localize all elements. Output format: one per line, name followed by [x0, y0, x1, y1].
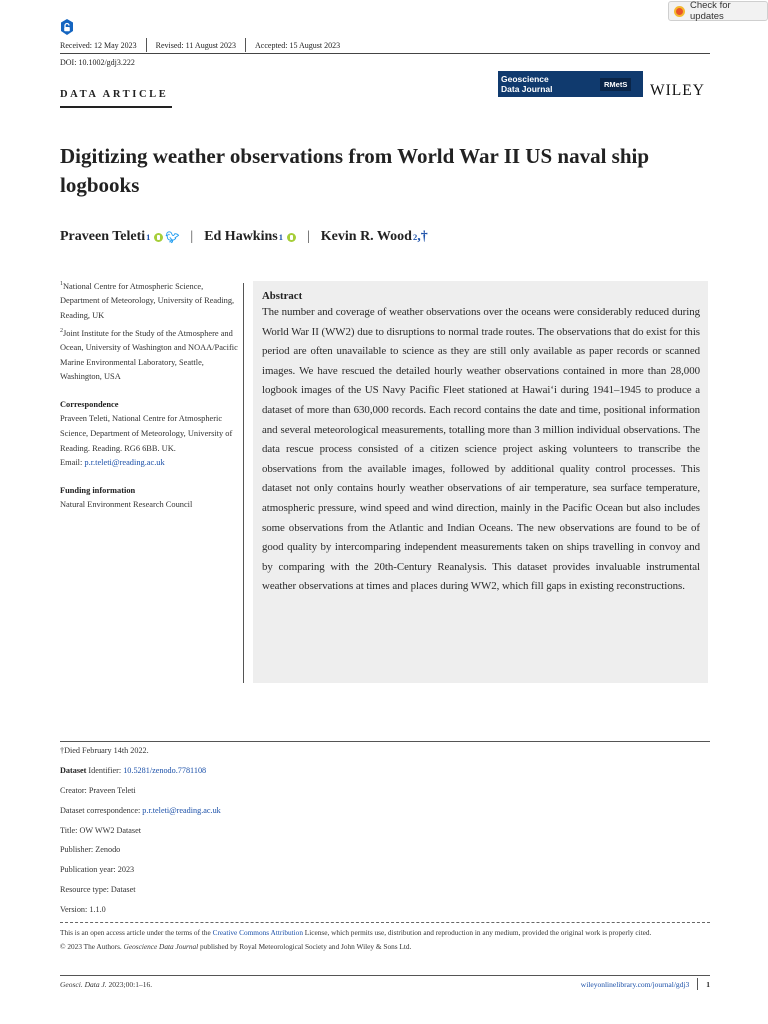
journal-name: Geoscience Data Journal	[501, 74, 553, 94]
author-list	[60, 229, 428, 245]
page-number: 1	[706, 979, 710, 989]
dataset-title: Title: OW WW2 Dataset	[60, 825, 142, 835]
affiliation-marker[interactable]: 1	[146, 232, 151, 242]
check-for-updates-label: Check for updates	[690, 0, 731, 22]
citation-details: 2023;00:1–16.	[106, 980, 153, 989]
correspondence-section	[60, 398, 240, 471]
footer-divider	[697, 978, 698, 990]
article-history	[60, 38, 340, 52]
copyright-line	[60, 941, 710, 952]
dataset-creator: Creator: Praveen Teleti	[60, 785, 136, 795]
funding-text: Natural Environment Research Council	[60, 500, 193, 510]
deceased-marker[interactable]: ,†	[417, 229, 428, 244]
rmets-logo: RMetS	[600, 78, 631, 91]
author-name[interactable]: Ed Hawkins	[204, 229, 278, 244]
accepted-date: Accepted: 15 August 2023	[255, 40, 341, 50]
wiley-logo[interactable]: WILEY	[650, 82, 705, 99]
funding-heading: Funding information	[60, 485, 136, 495]
identifier-label: Identifier:	[86, 765, 124, 775]
page-footer-right	[581, 978, 710, 990]
doi: DOI: 10.1002/gdj3.222	[60, 58, 135, 67]
footnotes	[60, 744, 221, 923]
funding-section	[60, 484, 240, 513]
footer-rule	[60, 975, 710, 976]
creative-commons-link[interactable]: Creative Commons Attribution	[212, 928, 303, 937]
license-rule	[60, 922, 710, 923]
article-type: DATA ARTICLE	[60, 89, 169, 100]
affiliation-text: National Centre for Atmospheric Science, Department of Meteorology, University of Reading, Reading, UK	[60, 281, 235, 320]
affiliation-marker[interactable]: 1	[278, 232, 283, 242]
affiliation	[60, 277, 240, 324]
correspondence-heading: Correspondence	[60, 399, 119, 409]
license-pre: This is an open access article under the terms of the	[60, 928, 213, 937]
dataset-resource-type: Resource type: Dataset	[60, 885, 136, 895]
copyright-pre: © 2023 The Authors.	[60, 942, 124, 951]
footnote-rule	[60, 741, 710, 742]
author-name[interactable]: Praveen Teleti	[60, 229, 146, 244]
article-title: Digitizing weather observations from World War II US naval ship logbooks	[60, 144, 650, 197]
abstract-heading: Abstract	[262, 290, 303, 302]
history-divider	[245, 38, 246, 52]
article-sidebar	[60, 277, 240, 526]
dataset-version: Version: 1.1.0	[60, 905, 106, 915]
correspondence-email-link[interactable]: p.r.teleti@reading.ac.uk	[84, 458, 165, 468]
license-post: License, which permits use, distribution and reproduction in any medium, provided the original work is properly cited.	[302, 928, 652, 937]
column-divider	[243, 283, 244, 683]
header-rule	[60, 53, 710, 54]
license-notice	[60, 927, 710, 952]
dataset-correspondence-email-link[interactable]: p.r.teleti@reading.ac.uk	[142, 805, 221, 815]
abstract-box	[253, 281, 708, 683]
email-label: Email:	[60, 458, 85, 468]
affiliation-marker[interactable]: 2	[412, 232, 418, 242]
author-separator: |	[306, 229, 310, 244]
correspondence-text: Praveen Teleti, National Centre for Atmospheric Science, Department of Meteorology, University of Reading. Reading. RG6 6BB. UK.	[60, 414, 233, 453]
dataset-correspondence-label: Dataset correspondence:	[60, 805, 143, 815]
revised-date: Revised: 11 August 2023	[155, 40, 237, 50]
check-for-updates-button[interactable]	[668, 1, 768, 21]
author-separator: |	[190, 229, 194, 244]
author-name[interactable]: Kevin R. Wood	[320, 229, 412, 244]
crossmark-icon	[674, 6, 685, 17]
received-date: Received: 12 May 2023	[60, 40, 137, 50]
affiliation-text: Joint Institute for the Study of the Atmosphere and Ocean, University of Washington and NOAA/Pacific Marine Environmental Laboratory, Seattle, Washington, USA	[60, 328, 238, 382]
deceased-footnote: †Died February 14th 2022.	[60, 746, 149, 755]
dataset-label: Dataset	[60, 765, 87, 775]
orcid-icon[interactable]	[287, 233, 296, 242]
copyright-post: published by Royal Meteorological Society and John Wiley & Sons Ltd.	[198, 942, 412, 951]
dataset-correspondence-line	[60, 804, 221, 824]
abstract-text: The number and coverage of weather observations over the oceans were considerably reduced during World War II (WW2) due to disruptions to normal trade routes. The observations that do exist for this period are often unavailable to science as they are still only available as paper records or scanned images. We have rescued the detailed hourly weather observations contained in more than 28,000 logbook images of the US Navy Pacific Fleet stationed at Hawaiʻi during 1941–1945 to produce a dataset of more than 630,000 records. Each record contains the date and time, positional information and several meteorological measurements, totalling more than 3 million individual observations. The data rescue process consisted of a citizen science project asking volunteers to transcribe the observations from the available images, followed by additional quality control processes. This dataset not only contains hourly weather observations of air temperature, sea surface temperature, atmospheric pressure, wind speed and wind direction, mainly in the Pacific Ocean but also includes some observations from the Atlantic and Indian Oceans. The new observations are found to be of good quality by intercomparing independent measurements taken on ships travelling in convoy and by comparing with the 20th-Century Reanalysis. This dataset provides invaluable instrumental weather observations at times and places during WW2, which fill gaps in existing reconstructions.	[262, 306, 700, 593]
affiliation	[60, 324, 240, 385]
dataset-year: Publication year: 2023	[60, 865, 135, 875]
journal-banner[interactable]	[498, 71, 643, 97]
open-access-icon	[60, 19, 74, 35]
affiliation-number: 2	[60, 327, 63, 334]
twitter-icon[interactable]: 🐦︎	[165, 231, 180, 244]
citation-footer	[60, 980, 152, 989]
license-text	[60, 927, 710, 938]
copyright-journal: Geoscience Data Journal	[123, 942, 199, 951]
dataset-publisher: Publisher: Zenodo	[60, 845, 121, 855]
correspondence-email-line	[60, 456, 240, 471]
history-divider	[146, 38, 147, 52]
article-type-rule	[60, 106, 172, 108]
dataset-doi-link[interactable]: 10.5281/zenodo.7781108	[123, 765, 207, 775]
dataset-identifier-line	[60, 764, 221, 784]
citation-journal: Geosci. Data J.	[60, 980, 107, 989]
orcid-icon[interactable]	[154, 233, 163, 242]
journal-url-link[interactable]: wileyonlinelibrary.com/journal/gdj3	[580, 979, 690, 989]
affiliation-number: 1	[60, 281, 63, 287]
